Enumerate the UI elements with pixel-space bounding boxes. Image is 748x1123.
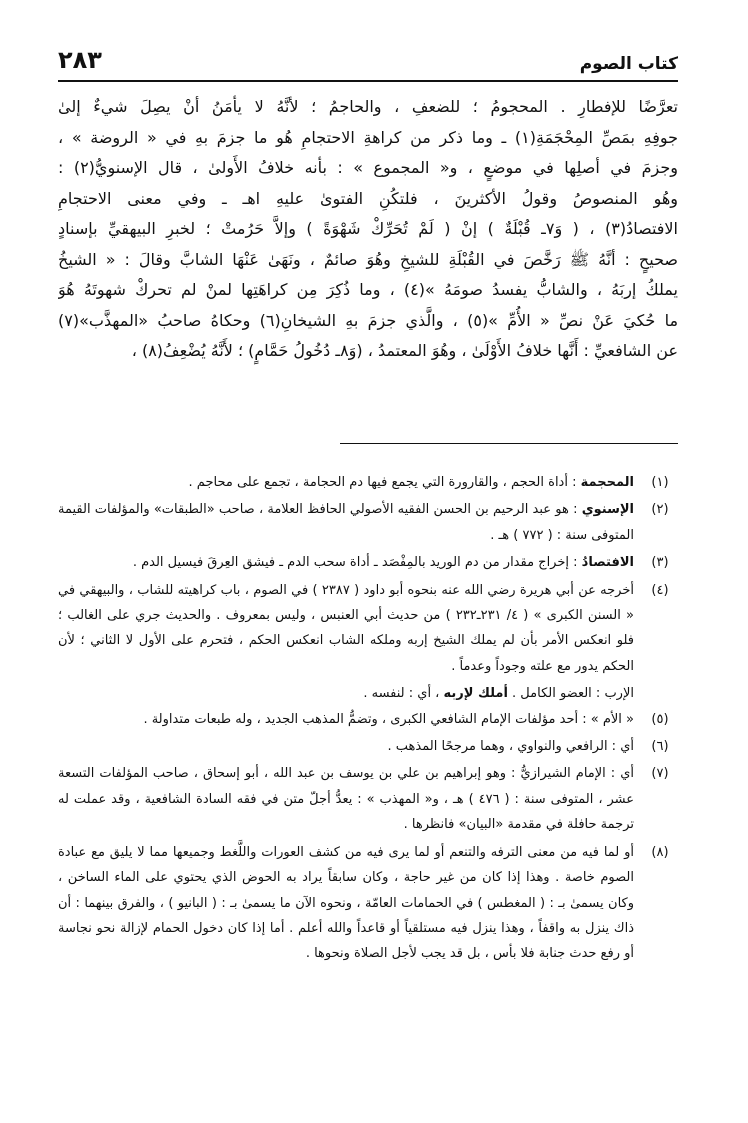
footnote-text: : إخراج مقدار من دم الوريد بالمِفْصَد ـ أداة سحب الدم ـ فيشق العِرقَ فيسيل الدم . bbox=[132, 555, 578, 571]
footnote-8 bbox=[58, 840, 678, 967]
footnote-text: : أداة الحجم ، والقارورة التي يجمع فيها دم الحجامة ، تجمع على محاجم . bbox=[188, 475, 577, 490]
main-text-line: ما حُكيَ عَنْ نصِّ « الأُمِّ »(٥) ، والَّذي جزمَ بهِ الشيخانِ(٦) وحكاهُ صاحبُ «المهذَّب»(٧) bbox=[58, 310, 678, 330]
main-text-line: وجزمَ في أصلِها في موضعٍ ، و« المجموع » : بأنه خلافُ الأَولىٰ ، قال الإسنويُّ(٢) : bbox=[58, 158, 678, 177]
footnote-number: (٤) bbox=[651, 582, 669, 598]
main-text-line: الافتصادُ(٣) ، ( وَ٧ـ قُبْلَةٌ ) إنْ ( لَمْ تُحَرِّكْ شَهْوَةً ) وإلاَّ حَرُمتْ ؛ لخبرِ البيهقيِّ بإسنادٍ bbox=[58, 219, 678, 238]
main-text-line: جوفِهِ بمَصِّ المِحْجَمَةِ(١) ـ وما ذكر من كراهةِ الاحتجامِ هُو ما جزمَ بهِ في « الروضة » ، bbox=[58, 127, 678, 147]
running-title: كتاب الصوم bbox=[579, 54, 678, 74]
gloss-term: أملك لإربه bbox=[443, 686, 508, 702]
main-text-line: يملكُ إربَهُ ، والشابُّ يفسدُ صومَهُ »(٤) ، وما ذُكِرَ مِن كراهَتِها لمنْ لم تحركْ شهوتَهُ هُوَ bbox=[58, 280, 678, 299]
footnote-4-gloss bbox=[58, 681, 678, 706]
footnote-text: « الأم » : أحد مؤلفات الإمام الشافعي الكبرى ، وتضمُّ المذهب الجديد ، وله طبعات متداولة . bbox=[143, 711, 634, 727]
footnote-separator bbox=[340, 443, 678, 444]
gloss-suffix: ، أي : لنفسه . bbox=[363, 686, 440, 702]
footnote-6 bbox=[58, 734, 678, 759]
footnote-number: (٨) bbox=[651, 844, 669, 860]
main-text-line: عن الشافعيِّ : أَنَّها خلافُ الأَوْلَىٰ ، وهُوَ المعتمدُ ، (وَ٨ـ دُخُولُ حَمَّامٍ) ؛ لأَنَّهُ يُضْعِفُ(٨) ، bbox=[131, 341, 678, 360]
footnote-term: الافتصادُ bbox=[581, 555, 634, 571]
footnote-number: (٥) bbox=[651, 711, 669, 727]
footnote-number: (٣) bbox=[651, 555, 669, 571]
gloss-prefix: الإرب : العضو الكامل . bbox=[512, 686, 634, 702]
footnote-term: الإسنوي bbox=[581, 502, 634, 518]
main-text-line: تعرَّضًا للإفطارِ . المحجومُ ؛ للضعفِ ، والحاجمُ ؛ لأنَّهُ لا يأمَنُ أنْ يصِلَ شيءٌ إلىٰ bbox=[58, 97, 678, 116]
footnote-1 bbox=[58, 470, 678, 495]
footnote-number: (٧) bbox=[651, 766, 669, 782]
footnote-text: أي : الإمام الشيرازيُّ : وهو إبراهيم بن علي بن يوسف بن عبد الله ، أبو إسحاق ، صاحب المؤلفات التسعة عشر ، المتوفى سنة : ( ٤٧٦ ) هـ ، و« المهذب » : يعدُّ أجلّ متن في فقه السادة الشافعية ، وقد عملت له ترجمة حافلة في مقدمة «البيان» فانظرها . bbox=[58, 766, 635, 833]
footnote-number: (٢) bbox=[651, 502, 669, 518]
footnote-5 bbox=[58, 707, 678, 732]
page-header bbox=[58, 46, 678, 82]
main-text-line: وهُو المنصوصُ وقولُ الأكثرينَ ، فلتكُنِ الفتوىٰ عليهِ اهـ ـ وفي معنى الاحتجامِ bbox=[58, 188, 678, 208]
page-number: ٢٨٣ bbox=[58, 46, 102, 74]
footnote-number: (٦) bbox=[651, 739, 669, 755]
footnote-text: أو لما فيه من معنى الترفه والتنعم أو لما يرى فيه من كشف العورات واللَّغط وجميعها مما لا يليق مع عبادة الصوم خاصة . وهذا إذا كان من غير حاجة ، وكان سابقاً يراد به الحوض الذي يحتوي على الماء الساخن ، وكان يسمىٰ بـ : ( المغطس ) في الحمامات العامّة ، ونحوه الآن ما يسمىٰ بـ : ( البانيو ) ، والفرق بينهما : أن ذاك ينزل به واقفاً ، وهذا ينزل فيه مستلقياً أو قاعداً والله أعلم . أما إذا كان دخول الحمام لإزالة نحو نجاسة أو رفع حدث جنابة فلا بأس ، بل قد يجب لأجل الصلاة ونحوها . bbox=[58, 844, 634, 962]
footnote-7 bbox=[58, 761, 678, 837]
footnote-number: (١) bbox=[651, 475, 669, 490]
main-text bbox=[58, 92, 678, 367]
footnote-3 bbox=[58, 550, 678, 575]
footnotes bbox=[58, 470, 678, 969]
footnote-text: أخرجه عن أبي هريرة رضي الله عنه بنحوه أبو داود ( ٢٣٨٧ ) في الصوم ، باب كراهيته للشاب ، والبيهقي في « السنن الكبرى » ( ٤/ ٢٣١ـ٢٣٢ ) من حديث أبي العنبس ، وليس بمعروف . والحديث جري على الغالب ؛ فلو انعكس الأمر بأن لم يملك الشيخ إربه وملكه الشاب انعكس الحكم ، فتحرم على الأول لا الثاني ؛ لأن الحكم يدور مع علته وجوداً وعدماً . bbox=[58, 582, 634, 674]
footnote-text: : هو عبد الرحيم بن الحسن الفقيه الأصولي الحافظ العلامة ، صاحب «الطبقات» والمؤلفات القيمة المتوفى سنة : ( ٧٧٢ ) هـ . bbox=[58, 502, 634, 543]
footnote-text: أي : الرافعي والنواوي ، وهما مرجحًا المذهب . bbox=[387, 739, 634, 755]
footnote-term: المحجمة bbox=[580, 475, 634, 490]
footnote-4 bbox=[58, 578, 678, 680]
main-text-line: صحيحٍ : أنَّهُ ﷺ رَخَّصَ في القُبْلَةِ للشيخِ وهُوَ صائمٌ ، ونَهَىٰ عَنْهَا الشابَّ وقالَ : « الشيخُ bbox=[58, 249, 678, 269]
footnote-2 bbox=[58, 497, 678, 548]
